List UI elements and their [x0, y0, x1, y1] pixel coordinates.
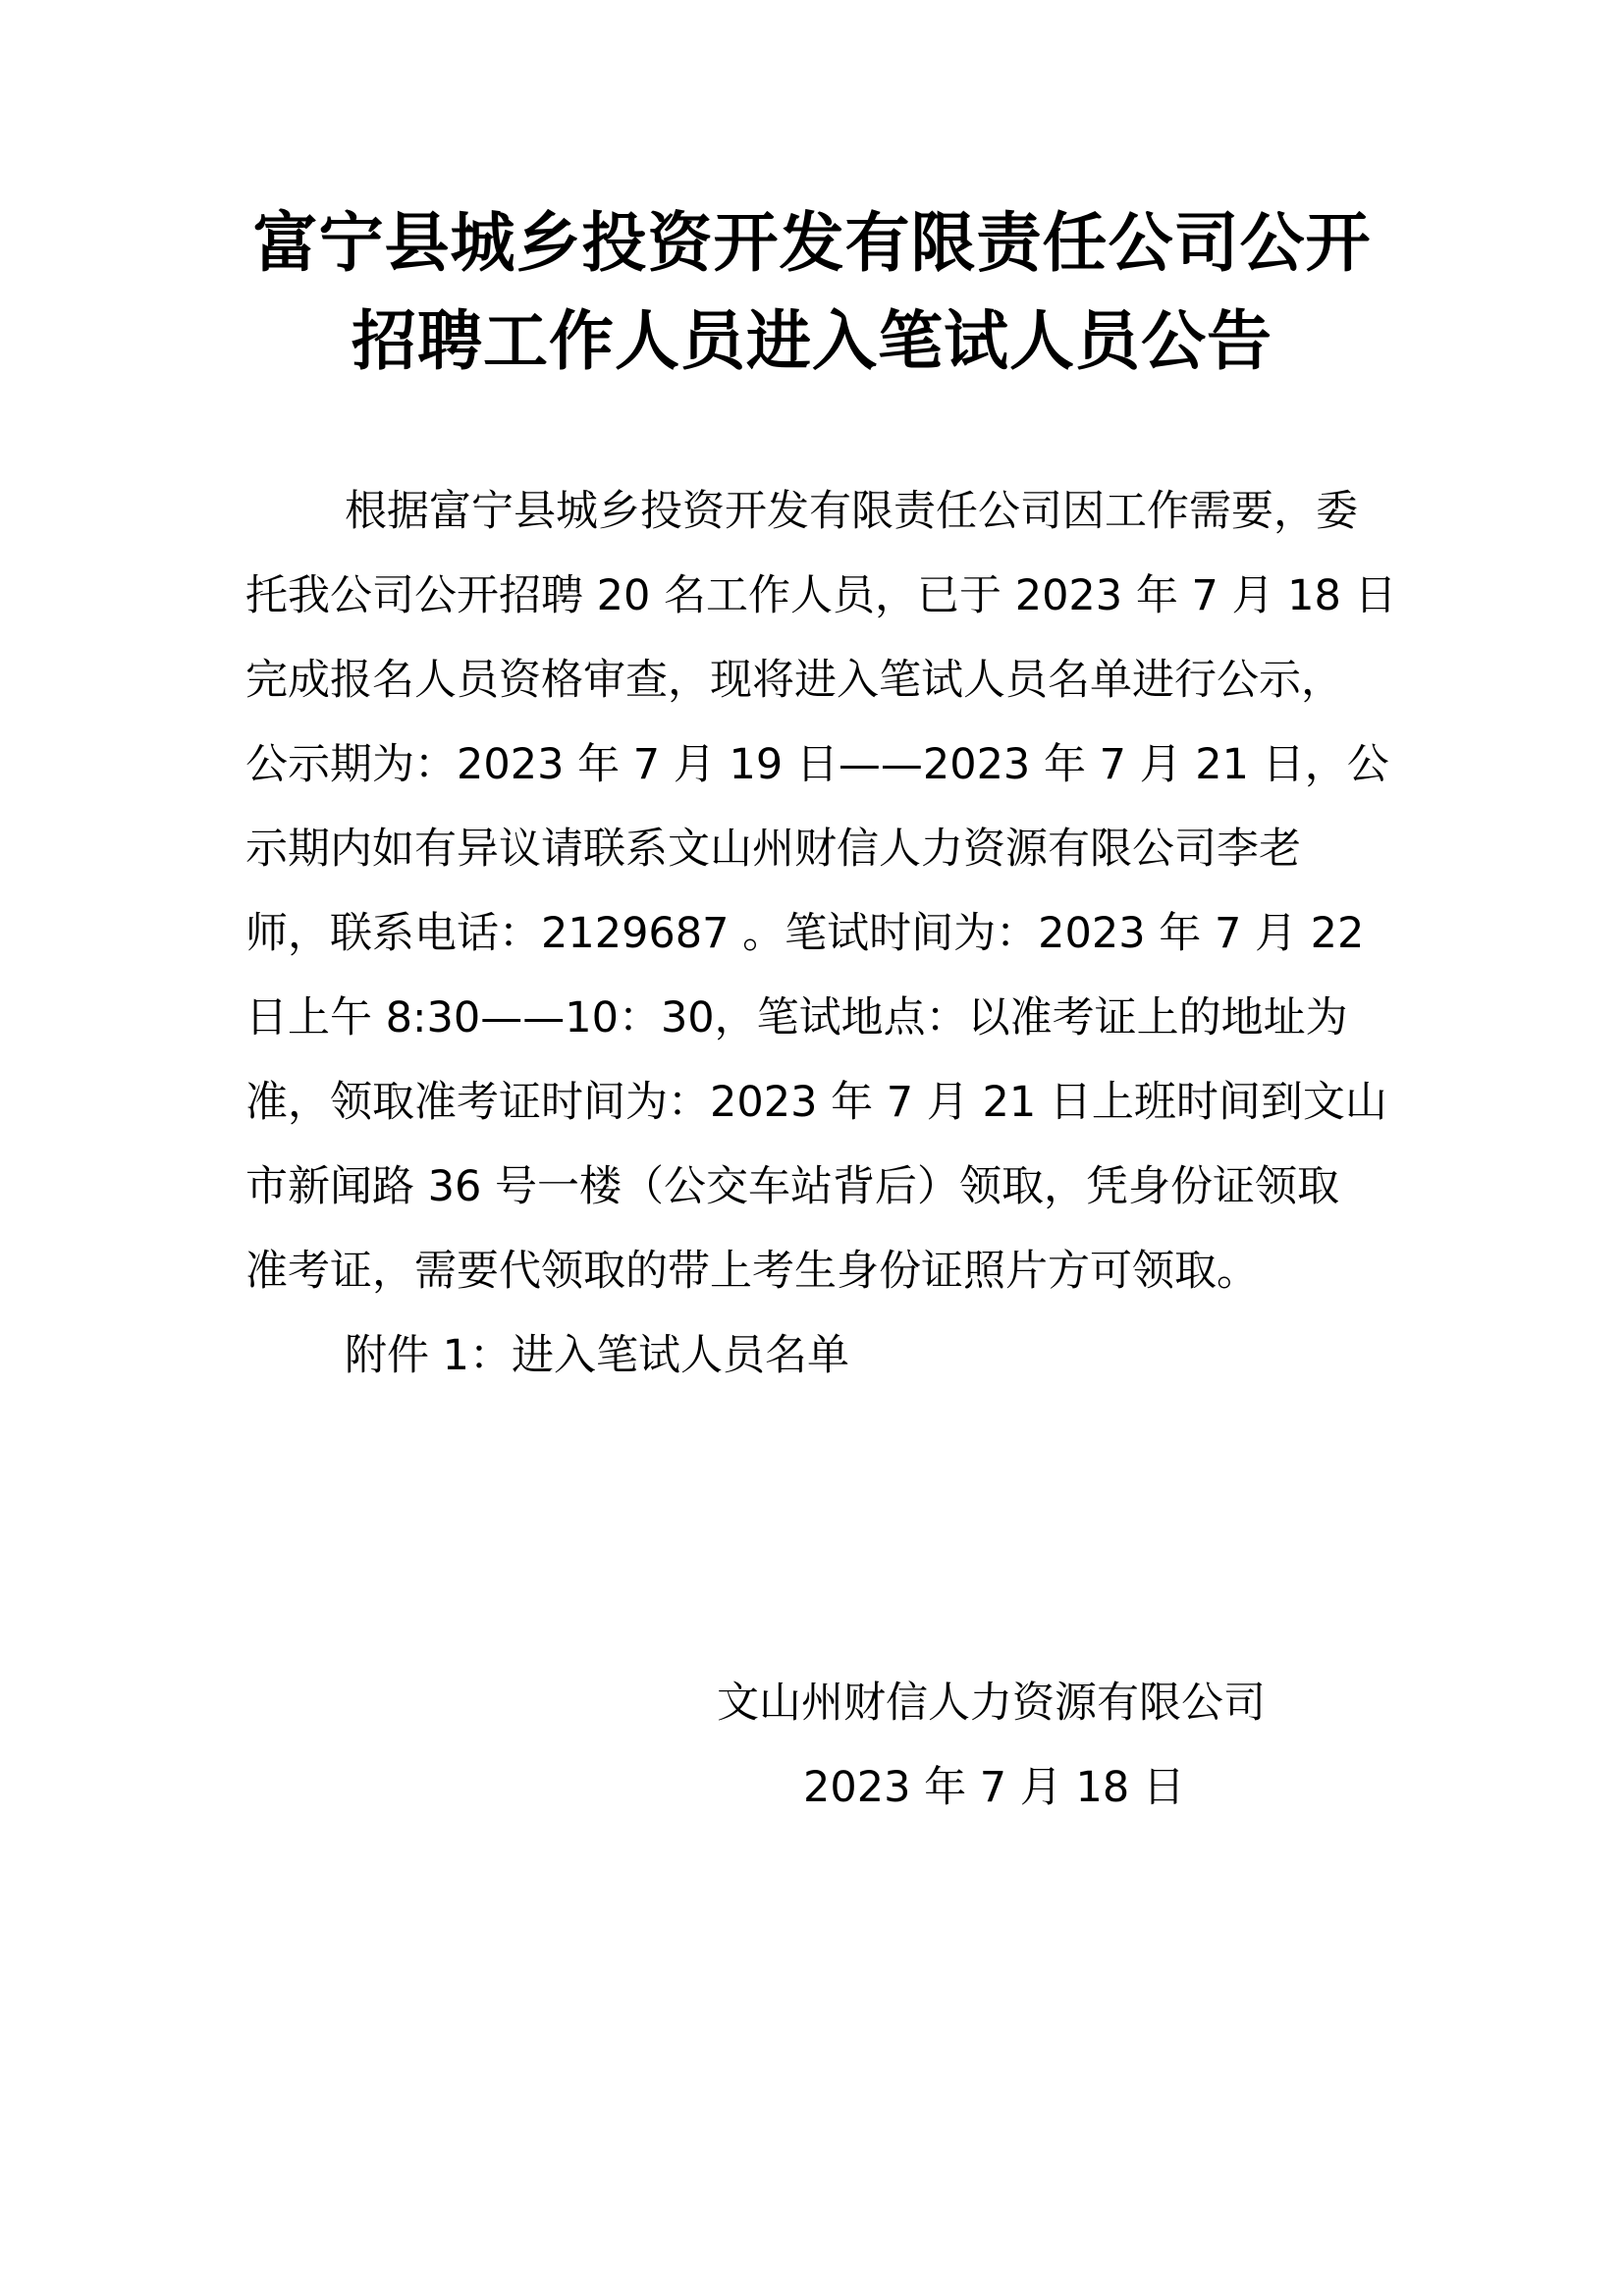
body-line-5: 示期内如有异议请联系文山州财信人力资源有限公司李老 [245, 825, 1301, 874]
body-line-6: 师，联系电话：2129687 。笔试时间为：2023 年 7 月 22 [245, 909, 1365, 958]
title-line-2: 招聘工作人员进入笔试人员公告 [352, 303, 1272, 379]
document-title [0, 194, 1624, 391]
signature-date: 2023 年 7 月 18 日 [803, 1763, 1185, 1812]
body-line-3: 完成报名人员资格审查，现将进入笔试人员名单进行公示， [245, 656, 1343, 705]
signature-organization: 文山州财信人力资源有限公司 [717, 1679, 1266, 1728]
body-line-1: 根据富宁县城乡投资开发有限责任公司因工作需要，委 [345, 487, 1358, 536]
body-line-8: 准，领取准考证时间为：2023 年 7 月 21 日上班时间到文山 [245, 1078, 1387, 1127]
attachment-note: 附件 1：进入笔试人员名单 [345, 1331, 850, 1380]
title-line-1: 富宁县城乡投资开发有限责任公司公开 [252, 205, 1372, 281]
body-line-7: 日上午 8:30——10：30，笔试地点：以准考证上的地址为 [245, 993, 1348, 1042]
body-line-10: 准考证，需要代领取的带上考生身份证照片方可领取。 [245, 1247, 1259, 1296]
body-line-2: 托我公司公开招聘 20 名工作人员，已于 2023 年 7 月 18 日 [245, 571, 1397, 620]
body-line-4: 公示期为：2023 年 7 月 19 日——2023 年 7 月 21 日，公 [245, 740, 1389, 789]
body-line-9: 市新闻路 36 号一楼（公交车站背后）领取，凭身份证领取 [245, 1162, 1340, 1211]
